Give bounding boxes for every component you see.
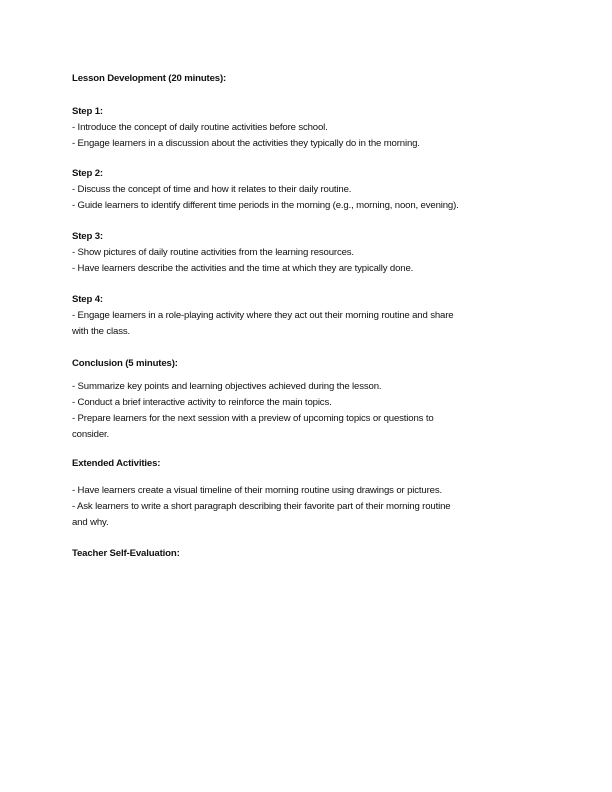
conclusion-line: - Summarize key points and learning objectives achieved during the lesson. bbox=[72, 381, 382, 392]
step-4-title: Step 4: bbox=[72, 294, 103, 305]
step-3-title: Step 3: bbox=[72, 231, 103, 242]
step-2-title: Step 2: bbox=[72, 168, 103, 179]
step-3-line: - Have learners describe the activities and the time at which they are typically done. bbox=[72, 263, 414, 274]
extended-activities-heading: Extended Activities: bbox=[72, 458, 161, 469]
conclusion-line: - Prepare learners for the next session with a preview of upcoming topics or questions to bbox=[72, 413, 434, 424]
step-1-line: - Introduce the concept of daily routine activities before school. bbox=[72, 122, 328, 133]
conclusion-line: consider. bbox=[72, 429, 110, 440]
step-3-line: - Show pictures of daily routine activities from the learning resources. bbox=[72, 247, 354, 258]
extended-activities-line: and why. bbox=[72, 517, 109, 528]
extended-activities-line: - Ask learners to write a short paragraph describing their favorite part of their morning routine bbox=[72, 501, 451, 512]
conclusion-line: - Conduct a brief interactive activity to reinforce the main topics. bbox=[72, 397, 332, 408]
extended-activities-line: - Have learners create a visual timeline of their morning routine using drawings or pictures. bbox=[72, 485, 442, 496]
step-1-title: Step 1: bbox=[72, 106, 103, 117]
conclusion-heading: Conclusion (5 minutes): bbox=[72, 358, 178, 369]
step-4-line: - Engage learners in a role-playing activity where they act out their morning routine and share bbox=[72, 310, 454, 321]
step-1-line: - Engage learners in a discussion about the activities they typically do in the morning. bbox=[72, 138, 420, 149]
step-4-line: with the class. bbox=[72, 326, 131, 337]
step-2-line: - Discuss the concept of time and how it relates to their daily routine. bbox=[72, 184, 352, 195]
step-2-line: - Guide learners to identify different time periods in the morning (e.g., morning, noon, evening). bbox=[72, 200, 459, 211]
lesson-development-heading: Lesson Development (20 minutes): bbox=[72, 73, 227, 84]
teacher-self-evaluation-heading: Teacher Self-Evaluation: bbox=[72, 548, 180, 559]
